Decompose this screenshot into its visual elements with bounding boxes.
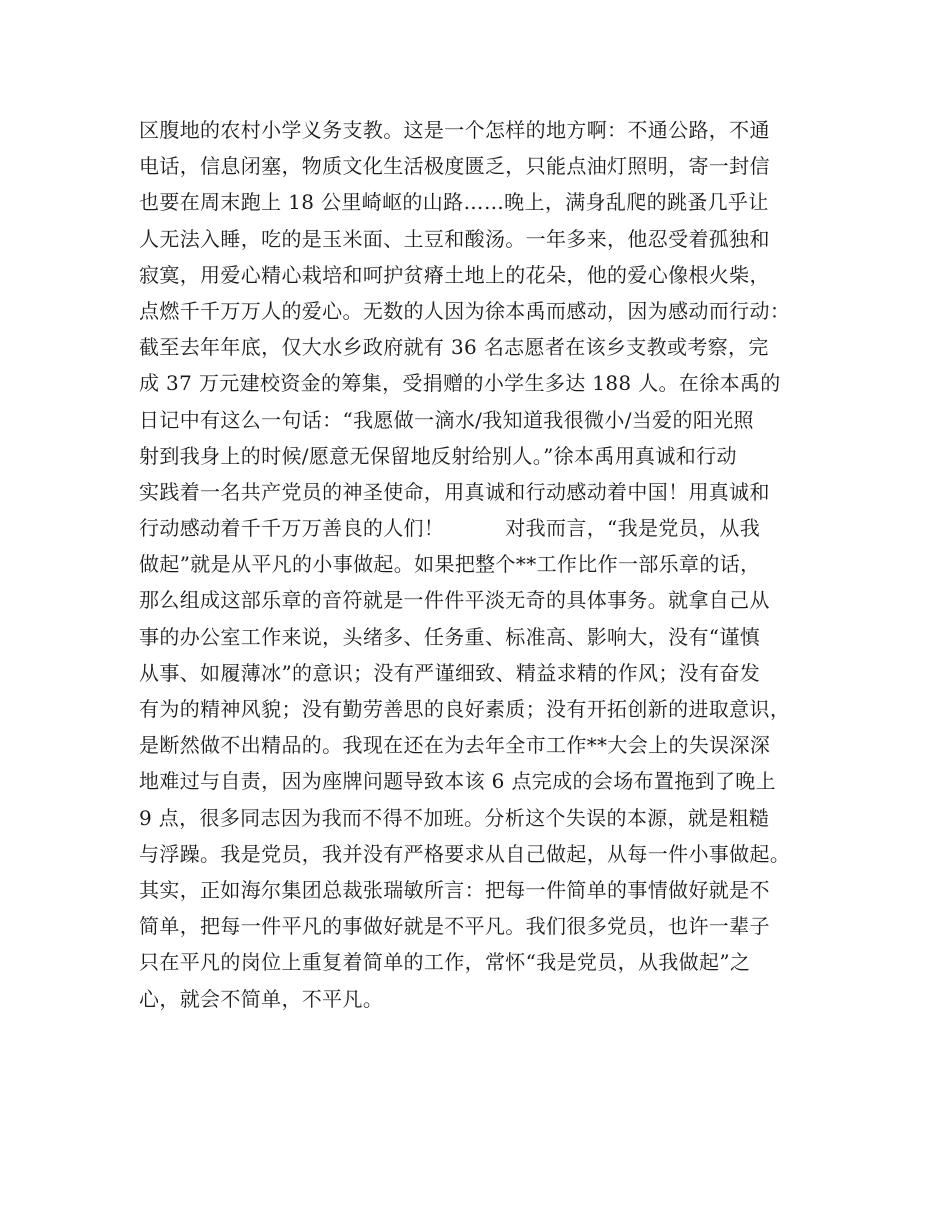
text-line: 区腹地的农村小学义务支教。这是一个怎样的地方啊：不通公路，不通 xyxy=(139,118,770,142)
text-line: 事的办公室工作来说，头绪多、任务重、标准高、影响大，没有“谨慎 xyxy=(139,624,761,649)
text-line: 成 37 万元建校资金的筹集，受捐赠的小学生多达 188 人。在徐本禹的 xyxy=(139,371,781,396)
text-line: 心，就会不简单，不平凡。 xyxy=(139,986,384,1011)
text-line: 点燃千千万万人的爱心。无数的人因为徐本禹而感动，因为感动而行动： xyxy=(139,298,791,323)
text-line: 是断然做不出精品的。我现在还在为去年全市工作**大会上的失误深深 xyxy=(139,733,771,758)
body-text xyxy=(139,112,839,1017)
text-line: 有为的精神风貌；没有勤劳善思的良好素质；没有开拓创新的进取意识， xyxy=(139,697,791,721)
text-line: 从事、如履薄冰”的意识；没有严谨细致、精益求精的作风；没有奋发 xyxy=(139,660,761,685)
text-line: 也要在周末跑上 18 公里崎岖的山路……晚上，满身乱爬的跳蚤几乎让 xyxy=(139,190,769,215)
text-line: 寂寞，用爱心精心栽培和呵护贫瘠土地上的花朵，他的爱心像根火柴， xyxy=(139,262,770,287)
text-line: 那么组成这部乐章的音符就是一件件平淡无奇的具体事务。就拿自己从 xyxy=(139,588,770,613)
text-line: 人无法入睡，吃的是玉米面、土豆和酸汤。一年多来，他忍受着孤独和 xyxy=(139,226,770,251)
text-line: 日记中有这么一句话：“我愿做一滴水/我知道我很微小/当爱的阳光照 xyxy=(139,407,754,432)
text-line: 射到我身上的时候/愿意无保留地反射给别人。”徐本禹用真诚和行动 xyxy=(139,443,737,468)
text-line: 做起”就是从平凡的小事做起。如果把整个**工作比作一部乐章的话， xyxy=(139,552,761,577)
text-line: 9 点，很多同志因为我而不得不加班。分析这个失误的本源，就是粗糙 xyxy=(139,805,770,830)
text-line: 其实，正如海尔集团总裁张瑞敏所言：把每一件简单的事情做好就是不 xyxy=(139,877,770,902)
text-line: 与浮躁。我是党员，我并没有严格要求从自己做起，从每一件小事做起。 xyxy=(139,841,791,866)
text-line: 行动感动着千千万万善良的人们！ 对我而言，“我是党员，从我 xyxy=(139,516,761,541)
text-line: 地难过与自责，因为座牌问题导致本该 6 点完成的会场布置拖到了晚上 xyxy=(139,769,776,794)
text-line: 电话，信息闭塞，物质文化生活极度匮乏，只能点油灯照明，寄一封信 xyxy=(139,154,770,179)
text-line: 简单，把每一件平凡的事做好就是不平凡。我们很多党员，也许一辈子 xyxy=(139,914,770,939)
text-line: 截至去年年底，仅大水乡政府就有 36 名志愿者在该乡支教或考察，完 xyxy=(139,335,769,360)
text-line: 实践着一名共产党员的神圣使命，用真诚和行动感动着中国！用真诚和 xyxy=(139,479,770,504)
text-line: 只在平凡的岗位上重复着简单的工作，常怀“我是党员，从我做起”之 xyxy=(139,950,751,975)
